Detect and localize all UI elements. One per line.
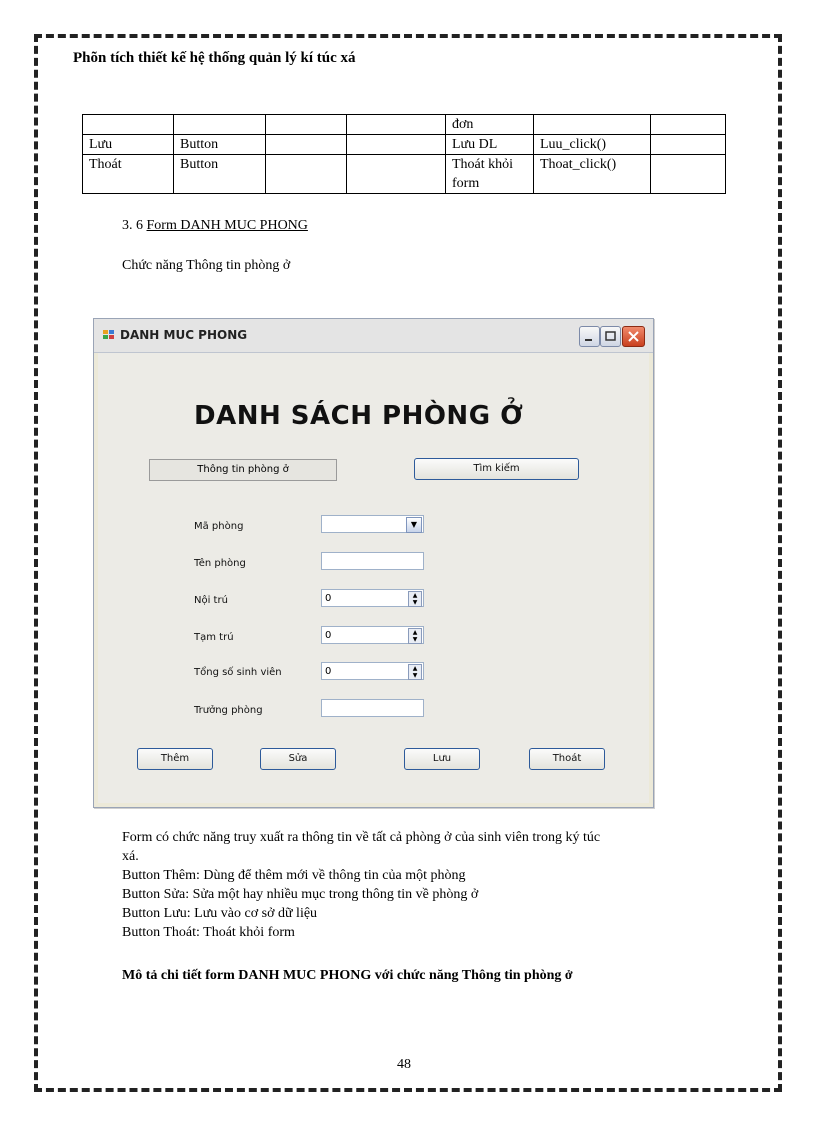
info-groupbox-label: Thông tin phòng ở — [149, 459, 337, 481]
controls-spec-table — [82, 114, 726, 194]
description-line: Button Sửa: Sửa một hay nhiều mục trong thông tin về phòng ở — [122, 887, 479, 902]
table-cell: Lưu DL — [446, 135, 534, 155]
detail-description-heading: Mô tả chi tiết form DANH MUC PHONG với chức năng Thông tin phòng ở — [122, 968, 573, 983]
tam-tru-value: 0 — [325, 630, 332, 641]
tam-tru-label: Tạm trú — [194, 632, 234, 643]
table-row — [83, 135, 726, 155]
table-cell: Lưu — [83, 135, 174, 155]
sua-button[interactable]: Sửa — [260, 748, 336, 770]
chevron-down-icon[interactable]: ▼ — [406, 517, 422, 533]
description-line: Button Thêm: Dùng để thêm mới về thông tin của một phòng — [122, 868, 466, 883]
page-number: 48 — [397, 1057, 411, 1072]
noi-tru-value: 0 — [325, 593, 332, 604]
ma-phong-combobox[interactable] — [321, 515, 424, 533]
form-window — [93, 318, 654, 808]
table-cell: đơn — [446, 115, 534, 135]
description-line: Button Thoát: Thoát khỏi form — [122, 925, 295, 940]
tam-tru-stepper[interactable] — [321, 626, 424, 644]
close-button[interactable] — [622, 326, 645, 347]
description-line: Form có chức năng truy xuất ra thông tin về tất cả phòng ở của sinh viên trong ký túc — [122, 830, 601, 845]
function-line: Chức năng Thông tin phòng ở — [122, 258, 291, 273]
table-cell — [266, 135, 347, 155]
ma-phong-label: Mã phòng — [194, 521, 244, 532]
window-titlebar[interactable] — [94, 319, 653, 353]
table-cell — [347, 115, 446, 135]
them-button[interactable]: Thêm — [137, 748, 213, 770]
table-cell — [651, 155, 726, 194]
app-icon — [103, 330, 115, 340]
table-cell: Luu_click() — [534, 135, 651, 155]
tong-so-label: Tổng số sinh viên — [194, 667, 282, 678]
table-cell: Button — [174, 155, 266, 194]
table-cell — [83, 115, 174, 135]
close-icon — [623, 327, 644, 346]
table-cell: Thoat_click() — [534, 155, 651, 194]
table-cell: Thoát — [83, 155, 174, 194]
document-header-title: Phõn tích thiết kế hệ thống quản lý kí túc xá — [73, 50, 356, 66]
luu-button[interactable]: Lưu — [404, 748, 480, 770]
table-row — [83, 115, 726, 135]
window-title: DANH MUC PHONG — [120, 328, 248, 342]
table-cell: Button — [174, 135, 266, 155]
minimize-button[interactable] — [579, 326, 600, 347]
table-row — [83, 155, 726, 194]
truong-phong-input[interactable] — [321, 699, 424, 717]
table-cell — [266, 115, 347, 135]
tong-so-stepper[interactable] — [321, 662, 424, 680]
section-title: Form DANH MUC PHONG — [146, 218, 308, 233]
form-heading: DANH SÁCH PHÒNG Ở — [194, 401, 524, 431]
spinner-arrows-icon[interactable]: ▲ ▼ — [408, 591, 422, 607]
ten-phong-input[interactable] — [321, 552, 424, 570]
table-cell: Thoát khỏi form — [446, 155, 534, 194]
maximize-icon — [601, 327, 620, 346]
maximize-button[interactable] — [600, 326, 621, 347]
truong-phong-label: Trưởng phòng — [194, 705, 263, 716]
description-line: Button Lưu: Lưu vào cơ sở dữ liệu — [122, 906, 318, 921]
noi-tru-stepper[interactable] — [321, 589, 424, 607]
ten-phong-label: Tên phòng — [194, 558, 246, 569]
table-cell — [534, 115, 651, 135]
table-cell — [174, 115, 266, 135]
thoat-button[interactable]: Thoát — [529, 748, 605, 770]
window-client-area — [98, 353, 649, 803]
spinner-arrows-icon[interactable]: ▲ ▼ — [408, 664, 422, 680]
description-line: xá. — [122, 849, 139, 864]
table-cell — [347, 135, 446, 155]
search-button[interactable]: Tìm kiếm — [414, 458, 579, 480]
noi-tru-label: Nội trú — [194, 595, 228, 606]
table-cell — [651, 135, 726, 155]
section-heading — [122, 218, 308, 234]
tong-so-value: 0 — [325, 666, 332, 677]
table-cell — [266, 155, 347, 194]
spinner-arrows-icon[interactable]: ▲ ▼ — [408, 628, 422, 644]
section-number: 3. 6 — [122, 218, 147, 233]
table-cell — [347, 155, 446, 194]
table-cell — [651, 115, 726, 135]
minimize-icon — [580, 327, 599, 346]
